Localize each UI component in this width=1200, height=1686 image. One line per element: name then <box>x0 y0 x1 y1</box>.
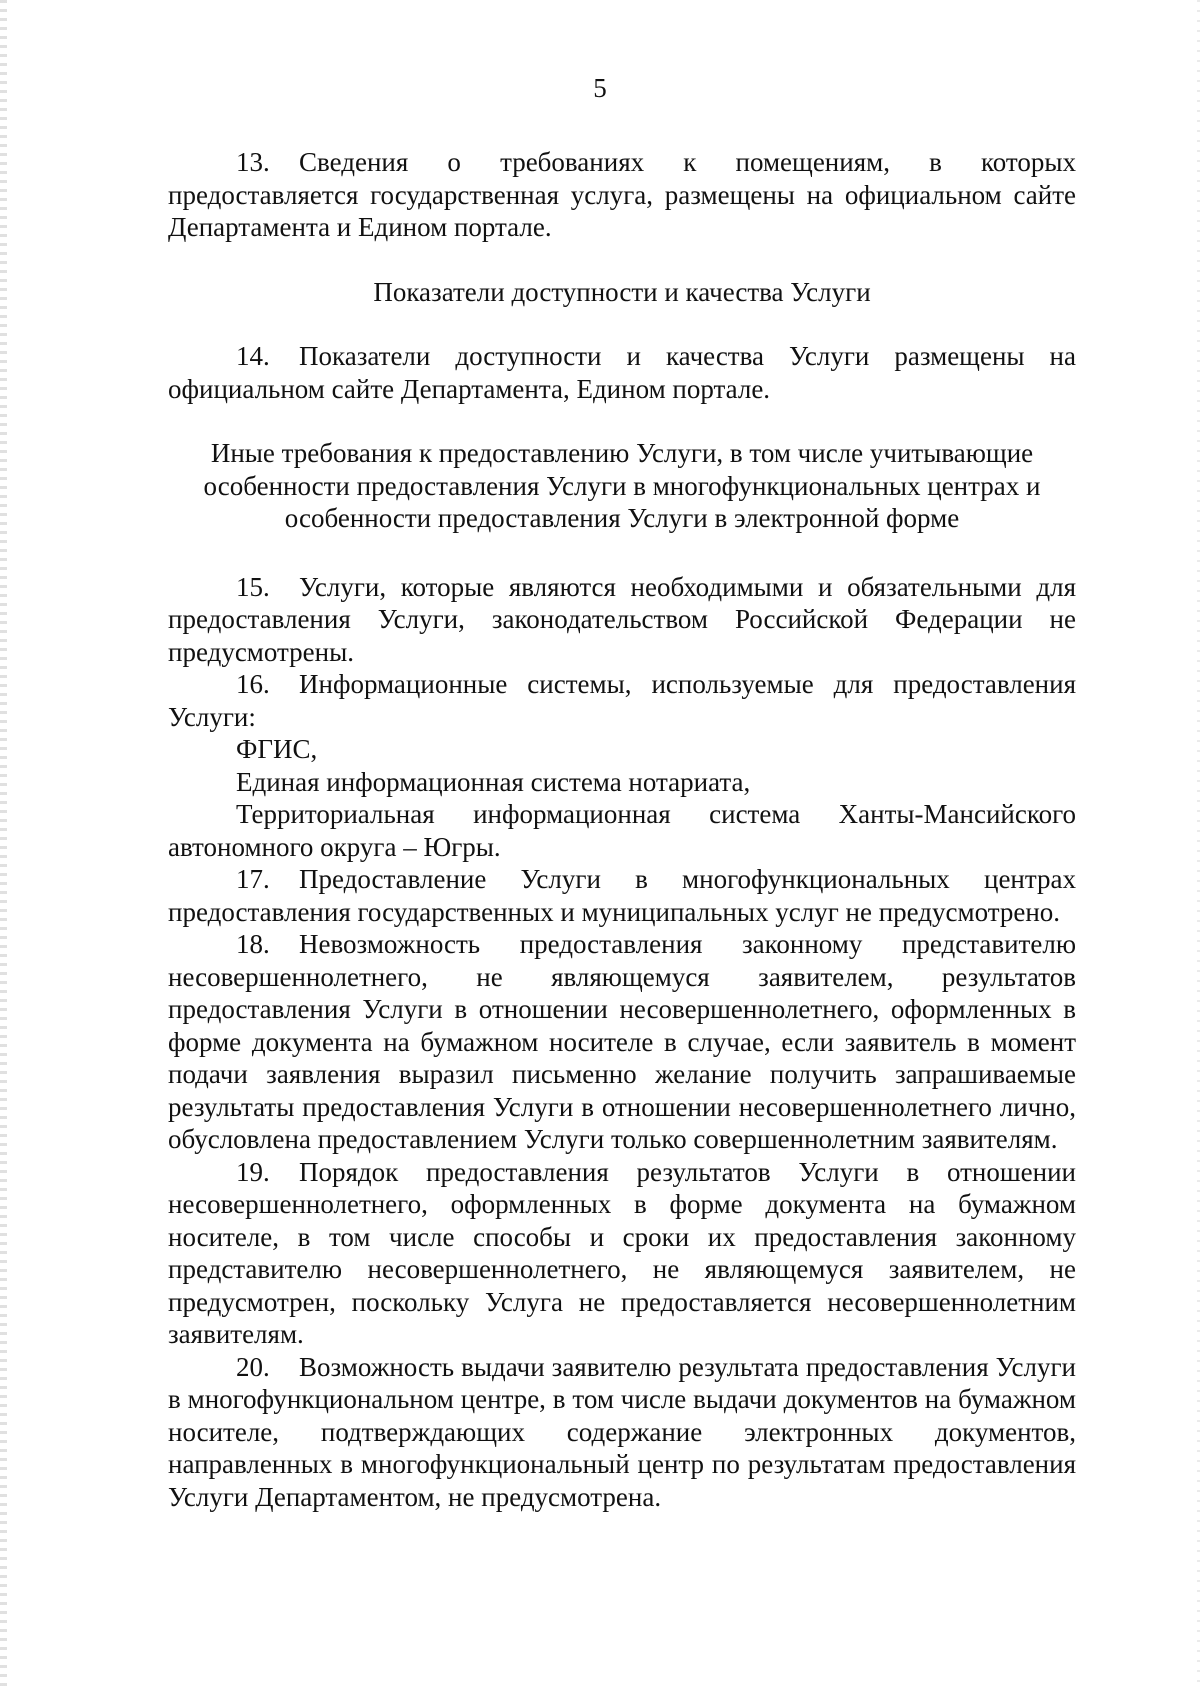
page-number: 5 <box>593 73 607 103</box>
paragraph-20 <box>168 1351 1076 1514</box>
spacer <box>168 244 1076 276</box>
list-item-fgis: ФГИС, <box>236 734 318 764</box>
scan-edge-left <box>0 0 7 1686</box>
paragraph-number: 19. <box>236 1156 270 1187</box>
list-item-territorial-system: Территориальная информационная система Ханты-Мансийского автономного округа – Югры. <box>168 799 1076 862</box>
paragraph-text: Возможность выдачи заявителю результата предоставления Услуги в многофункциональном центре, в том числе выдачи документов на бумажном носителе, подтверждающих содержание электронных документов, направленных в многофункциональный центр по результатам предоставления Услуги Департаментом, не предусмотрена. <box>168 1351 1076 1512</box>
heading-line: Иные требования к предоставлению Услуги, в том числе учитывающие <box>210 438 1034 468</box>
paragraph-number: 20. <box>236 1351 270 1382</box>
paragraph-number: 13. <box>236 147 270 177</box>
paragraph-text: Сведения о требованиях к помещениям, в которых предоставляется государственная услуга, размещены на официальном сайте Департамента и Едином портале. <box>168 147 1076 242</box>
paragraph-16 <box>168 668 1076 733</box>
paragraph-number: 17. <box>236 864 270 894</box>
paragraph-15 <box>168 571 1076 669</box>
paragraph-text: Услуги, которые являются необходимыми и обязательными для предоставления Услуги, законодательством Российской Федерации не предусмотрены. <box>168 571 1076 667</box>
document-body <box>168 146 1076 1513</box>
paragraph-text: Информационные системы, используемые для предоставления Услуги: <box>168 669 1076 732</box>
paragraph-number: 16. <box>236 669 270 699</box>
paragraph-14 <box>168 340 1076 405</box>
section-heading-availability: Показатели доступности и качества Услуги <box>373 276 871 307</box>
paragraph-number: 15. <box>236 571 270 602</box>
paragraph-number: 14. <box>236 341 270 371</box>
spacer <box>168 308 1076 340</box>
heading-line: особенности предоставления Услуги в многофункциональных центрах и <box>203 470 1041 501</box>
paragraph-text: Предоставление Услуги в многофункциональных центрах предоставления государственных и муниципальных услуг не предусмотрено. <box>168 864 1076 927</box>
paragraph-text: Невозможность предоставления законному представителю несовершеннолетнего, не являющемуся заявителем, результатов предоставления Услуги в отношении несовершеннолетнего, оформленных в форме документа на бумажном носителе в случае, если заявитель в момент подачи заявления выразил письменно желание получить запрашиваемые результаты предоставления Услуги в отношении несовершеннолетнего лично, обусловлена предоставлением Услуги только совершеннолетним заявителям. <box>168 929 1076 1154</box>
paragraph-18 <box>168 928 1076 1156</box>
paragraph-text: Показатели доступности и качества Услуги размещены на официальном сайте Департамента, Едином портале. <box>168 341 1076 404</box>
section-heading-other-requirements <box>168 437 1076 535</box>
paragraph-17 <box>168 863 1076 928</box>
spacer <box>168 535 1076 571</box>
paragraph-19 <box>168 1156 1076 1351</box>
list-item-notary-system: Единая информационная система нотариата, <box>236 766 751 797</box>
spacer <box>168 405 1076 437</box>
heading-line: особенности предоставления Услуги в электронной форме <box>284 503 960 533</box>
paragraph-13 <box>168 146 1076 244</box>
paragraph-number: 18. <box>236 929 270 959</box>
paragraph-text: Порядок предоставления результатов Услуги в отношении несовершеннолетнего, оформленных в форме документа на бумажном носителе, в том числе способы и сроки их предоставления законному представителю несовершеннолетнего, не являющемуся заявителем, не предусмотрен, поскольку Услуга не предоставляется несовершеннолетним заявителям. <box>168 1156 1076 1349</box>
